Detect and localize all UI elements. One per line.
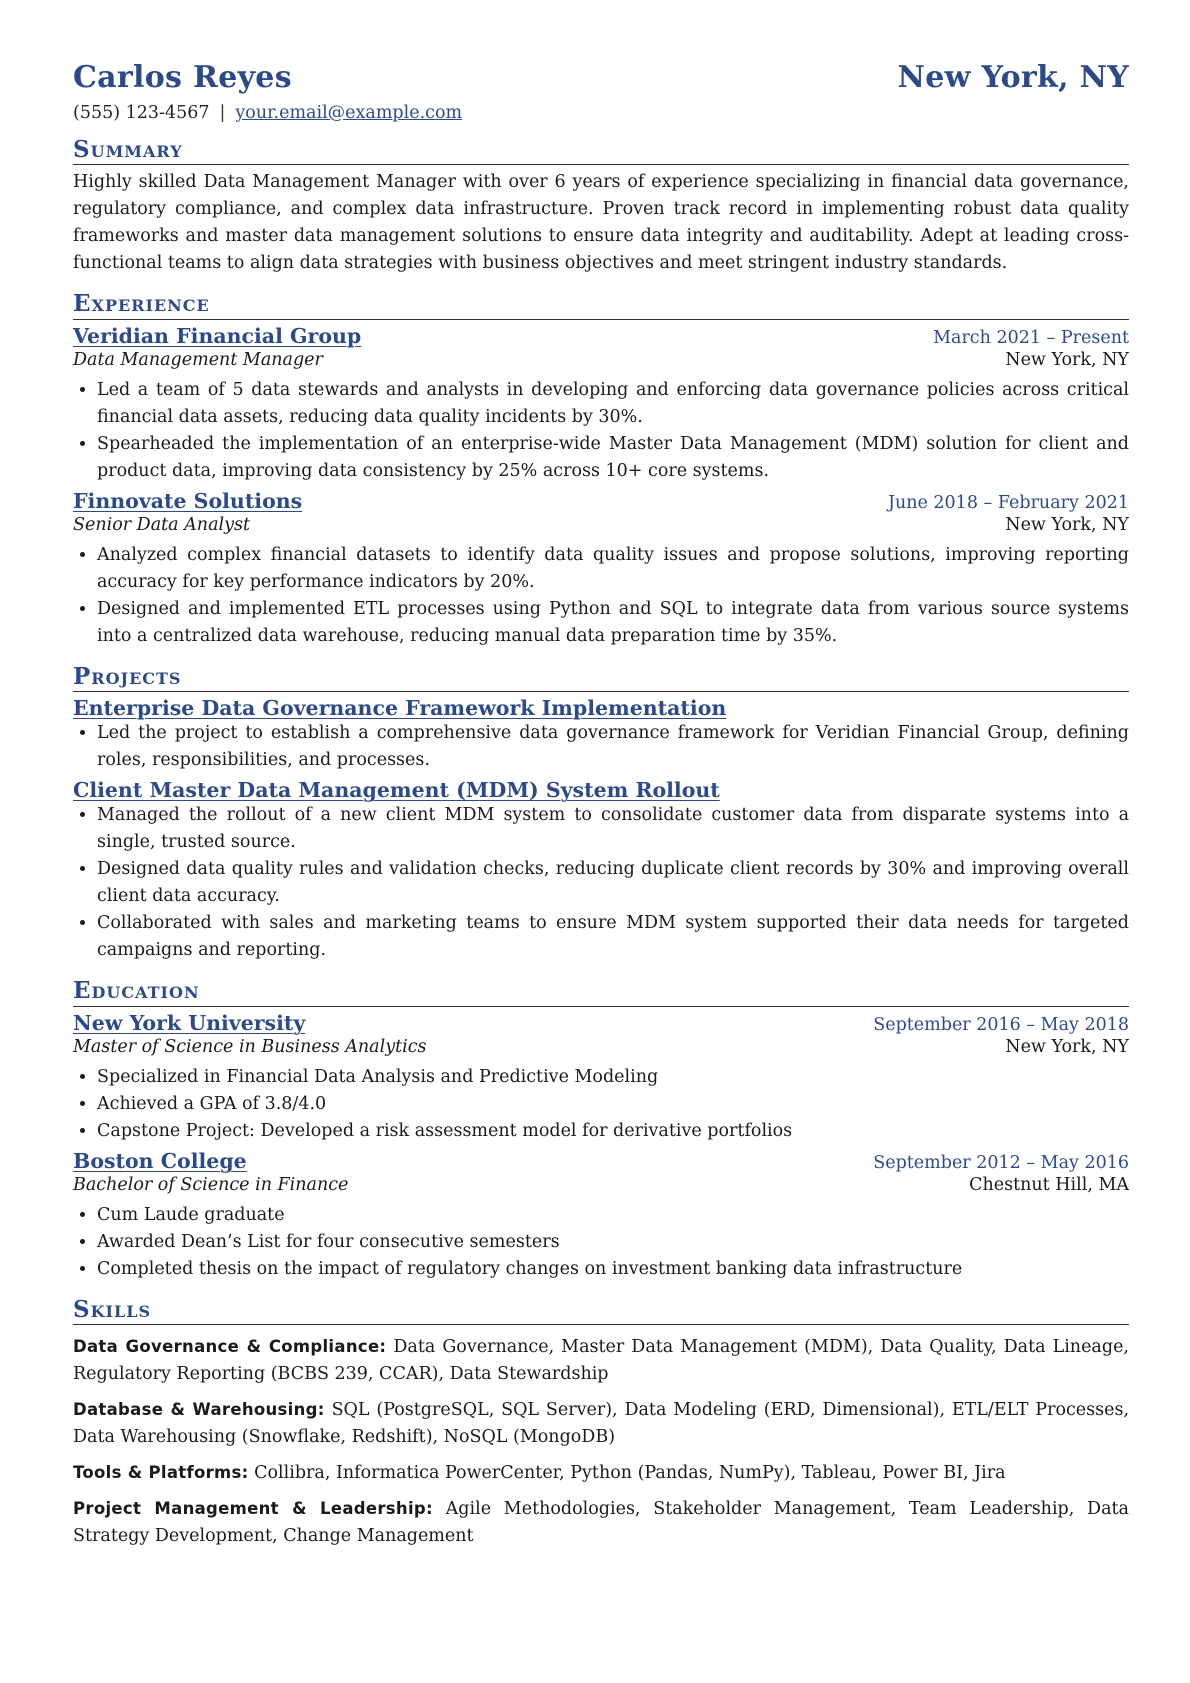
bullet-item: • Capstone Project: Developed a risk assessment model for derivative portfolios: [97, 1118, 1129, 1145]
education-section: [73, 978, 1129, 1282]
degree-name: Bachelor of Science in Finance: [73, 1174, 349, 1195]
project-title[interactable]: Client Master Data Management (MDM) System Rollout: [73, 778, 720, 803]
experience-entry: [73, 489, 1129, 650]
section-title-summary: Summary: [73, 137, 1129, 165]
skill-group-text: SQL (PostgreSQL, SQL Server), Data Modeling (ERD, Dimensional), ETL/ELT Processes, Data Warehousing (Snowflake, Redshift), NoSQL (MongoDB): [73, 1400, 1130, 1448]
bullet-item: • Collaborated with sales and marketing teams to ensure MDM system supported their data needs for targeted campaigns and reporting.: [97, 910, 1129, 964]
employment-dates: June 2018 – February 2021: [887, 492, 1129, 513]
bullet-item: • Designed data quality rules and validation checks, reducing duplicate client records by 30% and improving overall client data accuracy.: [97, 856, 1129, 910]
bullet-list: [73, 377, 1129, 485]
employment-dates: March 2021 – Present: [933, 327, 1129, 348]
school-location: New York, NY: [1005, 1036, 1129, 1057]
skill-group-text: Data Governance, Master Data Management (MDM), Data Quality, Data Lineage, Regulatory Reporting (BCBS 239, CCAR), Data Stewardship: [73, 1337, 1129, 1385]
bullet-item: • Cum Laude graduate: [97, 1202, 1129, 1229]
resume-header: [73, 60, 1129, 95]
email-link[interactable]: your.email@example.com: [235, 103, 463, 123]
skill-group-text: Collibra, Informatica PowerCenter, Python (Pandas, NumPy), Tableau, Power BI, Jira: [254, 1463, 1006, 1484]
bullet-list: [73, 542, 1129, 650]
bullet-list: [73, 1202, 1129, 1283]
skill-group: [73, 1333, 1129, 1388]
skill-group-label: Data Governance & Compliance:: [73, 1337, 387, 1357]
school-name[interactable]: New York University: [73, 1010, 306, 1035]
degree-name: Master of Science in Business Analytics: [73, 1036, 427, 1057]
skill-group-label: Database & Warehousing:: [73, 1400, 325, 1420]
study-dates: September 2012 – May 2016: [873, 1152, 1129, 1173]
employer-name[interactable]: Finnovate Solutions: [73, 488, 303, 513]
project-title[interactable]: Enterprise Data Governance Framework Implementation: [73, 696, 727, 721]
school-location: Chestnut Hill, MA: [969, 1174, 1129, 1195]
skill-group-label: Tools & Platforms:: [73, 1463, 249, 1483]
contact-separator: |: [219, 103, 226, 123]
job-location: New York, NY: [1005, 514, 1129, 535]
study-dates: September 2016 – May 2018: [873, 1014, 1129, 1035]
employer-name[interactable]: Veridian Financial Group: [73, 323, 362, 348]
section-title-education: Education: [73, 978, 1129, 1006]
skill-group: [73, 1459, 1129, 1487]
candidate-name: Carlos Reyes: [73, 60, 292, 95]
skills-section: [73, 1297, 1129, 1550]
bullet-list: [73, 1064, 1129, 1145]
summary-text: Highly skilled Data Management Manager with over 6 years of experience specializing in financial data governance, regulatory compliance, and complex data infrastructure. Proven track record in implementing robust data quality frameworks and master data management solutions to ensure data integrity and auditability. Adept at leading cross-functional teams to align data strategies with business objectives and meet stringent industry standards.: [73, 172, 1129, 274]
school-name[interactable]: Boston College: [73, 1148, 247, 1173]
section-title-skills: Skills: [73, 1297, 1129, 1325]
experience-entry: [73, 324, 1129, 485]
job-title: Senior Data Analyst: [73, 514, 251, 535]
candidate-location: New York, NY: [897, 60, 1129, 95]
skill-group: [73, 1495, 1129, 1550]
bullet-item: • Led a team of 5 data stewards and analysts in developing and enforcing data governance policies across critical financial data assets, reducing data quality incidents by 30%.: [97, 377, 1129, 431]
skill-group: [73, 1396, 1129, 1451]
bullet-item: • Managed the rollout of a new client MDM system to consolidate customer data from disparate systems into a single, trusted source.: [97, 802, 1129, 856]
skill-group-text: Agile Methodologies, Stakeholder Management, Team Leadership, Data Strategy Development, Change Management: [73, 1499, 1129, 1547]
bullet-item: • Awarded Dean’s List for four consecutive semesters: [97, 1229, 1129, 1256]
bullet-item: • Specialized in Financial Data Analysis and Predictive Modeling: [97, 1064, 1129, 1091]
education-entry: [73, 1149, 1129, 1283]
section-title-experience: Experience: [73, 291, 1129, 319]
education-entry: [73, 1011, 1129, 1145]
projects-section: [73, 664, 1129, 964]
resume-content: [73, 60, 1129, 1550]
contact-line: [73, 103, 1129, 123]
bullet-item: • Completed thesis on the impact of regulatory changes on investment banking data infrastructure: [97, 1256, 1129, 1283]
bullet-item: • Spearheaded the implementation of an enterprise-wide Master Data Management (MDM) solution for client and product data, improving data consistency by 25% across 10+ core systems.: [97, 431, 1129, 485]
job-title: Data Management Manager: [73, 349, 323, 370]
bullet-item: • Designed and implemented ETL processes using Python and SQL to integrate data from various source systems into a centralized data warehouse, reducing manual data preparation time by 35%.: [97, 596, 1129, 650]
phone-number: (555) 123-4567: [73, 103, 210, 123]
section-title-projects: Projects: [73, 664, 1129, 692]
bullet-item: • Achieved a GPA of 3.8/4.0: [97, 1091, 1129, 1118]
bullet-item: • Led the project to establish a comprehensive data governance framework for Veridian Financial Group, defining roles, responsibilities, and processes.: [97, 720, 1129, 774]
skill-group-label: Project Management & Leadership:: [73, 1499, 433, 1519]
bullet-list: [73, 720, 1129, 774]
bullet-item: • Analyzed complex financial datasets to identify data quality issues and propose solutions, improving reporting accuracy for key performance indicators by 20%.: [97, 542, 1129, 596]
summary-section: [73, 137, 1129, 277]
job-location: New York, NY: [1005, 349, 1129, 370]
experience-section: [73, 291, 1129, 649]
bullet-list: [73, 802, 1129, 964]
